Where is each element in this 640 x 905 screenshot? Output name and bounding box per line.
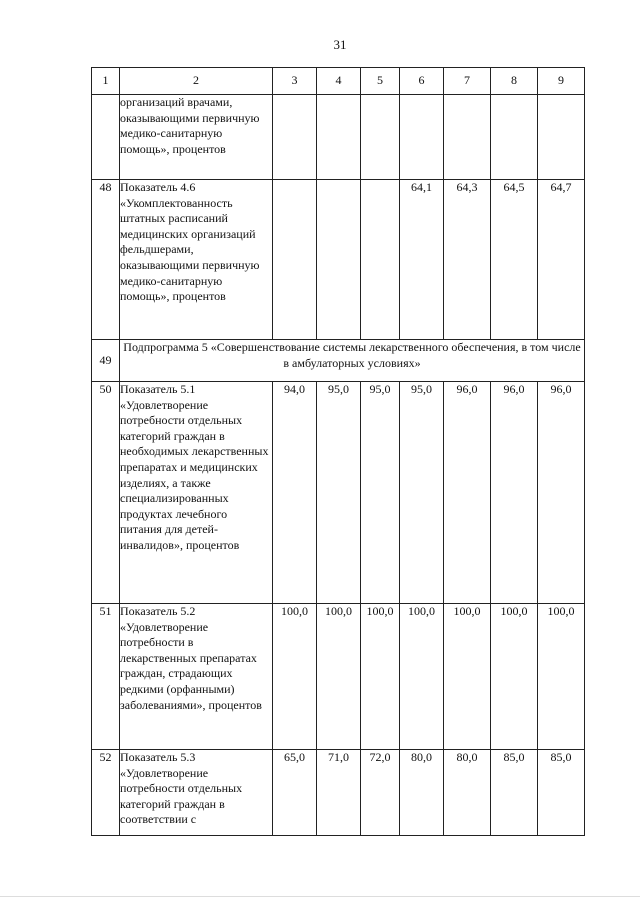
indicator-name: Показатель 5.2 «Удовлетворение потребности в лекарственных препаратах граждан, страдающих редкими (орфанными) заболеваниями», процентов — [120, 604, 273, 750]
value-cell: 100,0 — [538, 604, 585, 750]
header-cell: 1 — [92, 68, 120, 95]
value-cell — [400, 95, 444, 180]
value-cell — [491, 95, 538, 180]
row-number: 51 — [92, 604, 120, 750]
indicator-name: организаций врачами, оказывающими первичную медико-санитарную помощь», процентов — [120, 95, 273, 180]
value-cell: 100,0 — [444, 604, 491, 750]
value-cell: 96,0 — [444, 382, 491, 604]
value-cell: 100,0 — [273, 604, 317, 750]
value-cell: 71,0 — [317, 750, 361, 836]
value-cell: 64,1 — [400, 180, 444, 340]
subprogram-row — [92, 340, 585, 382]
table-row — [92, 95, 585, 180]
table-row — [92, 750, 585, 836]
header-cell: 3 — [273, 68, 317, 95]
value-cell: 64,3 — [444, 180, 491, 340]
header-cell: 5 — [361, 68, 400, 95]
value-cell — [361, 95, 400, 180]
value-cell: 65,0 — [273, 750, 317, 836]
value-cell — [317, 180, 361, 340]
header-cell: 6 — [400, 68, 444, 95]
value-cell — [444, 95, 491, 180]
value-cell — [317, 95, 361, 180]
value-cell: 96,0 — [538, 382, 585, 604]
row-number: 50 — [92, 382, 120, 604]
indicator-table — [91, 67, 585, 836]
value-cell: 85,0 — [491, 750, 538, 836]
value-cell: 85,0 — [538, 750, 585, 836]
table-row — [92, 604, 585, 750]
value-cell — [538, 95, 585, 180]
table-row — [92, 180, 585, 340]
value-cell: 100,0 — [491, 604, 538, 750]
value-cell: 100,0 — [317, 604, 361, 750]
value-cell: 100,0 — [361, 604, 400, 750]
indicator-name: Показатель 5.3 «Удовлетворение потребности отдельных категорий граждан в соответствии с — [120, 750, 273, 836]
value-cell: 72,0 — [361, 750, 400, 836]
value-cell: 64,7 — [538, 180, 585, 340]
indicator-name: Показатель 5.1 «Удовлетворение потребности отдельных категорий граждан в необходимых лекарственных препаратах и медицинских изделиях, а также специализированных продуктах лечебного питания для детей-инвалидов», процентов — [120, 382, 273, 604]
table-row — [92, 382, 585, 604]
value-cell: 80,0 — [400, 750, 444, 836]
subprogram-title: Подпрограмма 5 «Совершенствование системы лекарственного обеспечения, в том числе в амбулаторных условиях» — [120, 340, 585, 382]
header-cell: 4 — [317, 68, 361, 95]
value-cell: 95,0 — [361, 382, 400, 604]
value-cell: 95,0 — [317, 382, 361, 604]
header-cell: 8 — [491, 68, 538, 95]
value-cell: 96,0 — [491, 382, 538, 604]
row-number — [92, 95, 120, 180]
indicator-name: Показатель 4.6 «Укомплектованность штатных расписаний медицинских организаций фельдшерами, оказывающими первичную медико-санитарную помощь», процентов — [120, 180, 273, 340]
value-cell — [361, 180, 400, 340]
header-cell: 9 — [538, 68, 585, 95]
row-number: 48 — [92, 180, 120, 340]
header-cell: 7 — [444, 68, 491, 95]
page-bottom-divider — [0, 896, 640, 897]
value-cell: 95,0 — [400, 382, 444, 604]
value-cell: 64,5 — [491, 180, 538, 340]
page-number: 31 — [333, 37, 347, 52]
header-row — [92, 68, 585, 95]
value-cell: 100,0 — [400, 604, 444, 750]
value-cell: 94,0 — [273, 382, 317, 604]
row-number: 49 — [92, 340, 120, 382]
row-number: 52 — [92, 750, 120, 836]
value-cell — [273, 95, 317, 180]
header-cell: 2 — [120, 68, 273, 95]
value-cell — [273, 180, 317, 340]
value-cell: 80,0 — [444, 750, 491, 836]
